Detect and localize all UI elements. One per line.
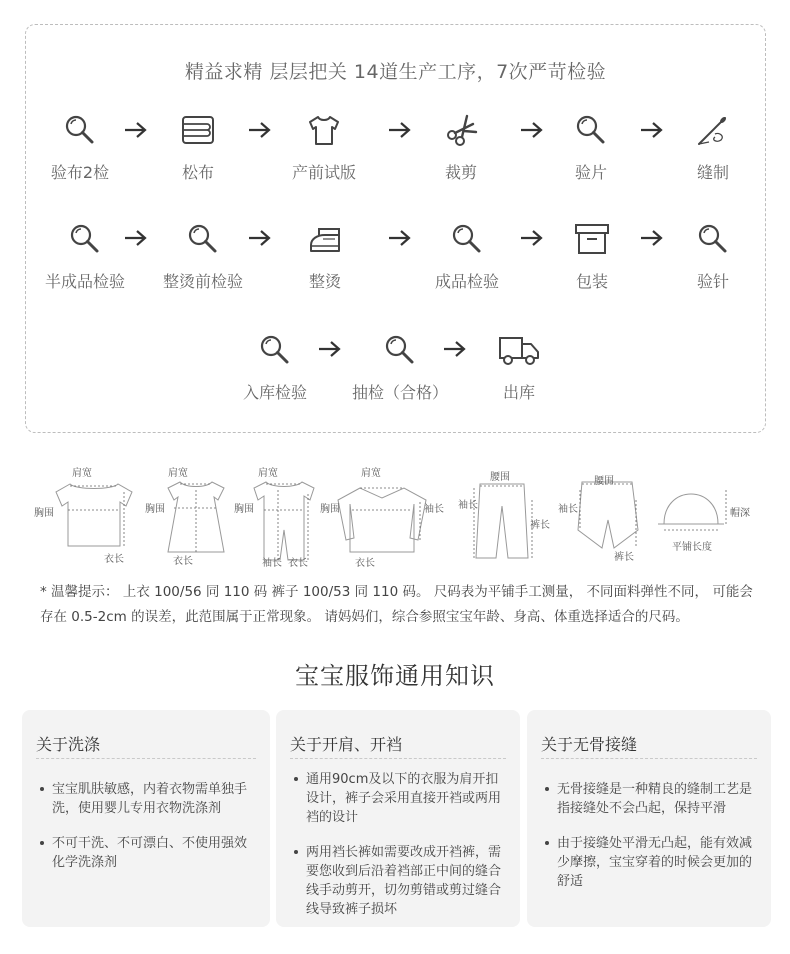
magnifier-icon bbox=[67, 221, 103, 257]
step-piece-check bbox=[536, 112, 646, 183]
step-sewing bbox=[658, 112, 768, 183]
card-list bbox=[543, 780, 759, 907]
tshirt-icon bbox=[306, 112, 342, 148]
step-label: 成品检验 bbox=[434, 272, 499, 291]
list-item: 宝宝肌肤敏感，内着衣物需单独手洗，使用婴儿专用衣物洗涤剂 bbox=[38, 780, 258, 818]
step-shipping bbox=[464, 332, 574, 403]
divider bbox=[290, 758, 506, 759]
step-label: 抽检（合格） bbox=[351, 383, 448, 402]
arrow-icon bbox=[124, 228, 148, 248]
label-chest: 胸围 bbox=[234, 504, 254, 515]
magnifier-icon bbox=[185, 221, 221, 257]
truck-icon bbox=[498, 332, 540, 368]
magnifier-icon bbox=[449, 221, 485, 257]
step-sample bbox=[269, 112, 379, 183]
card-title: 关于无骨接缝 bbox=[541, 735, 638, 754]
arrow-icon bbox=[318, 339, 342, 359]
label-chest: 胸围 bbox=[34, 508, 54, 519]
step-label: 验片 bbox=[574, 163, 607, 182]
step-ironing bbox=[270, 221, 380, 292]
step-label: 裁剪 bbox=[444, 163, 477, 182]
label-shoulder: 肩宽 bbox=[72, 468, 92, 479]
label-hat-depth: 帽深 bbox=[730, 508, 750, 519]
magnifier-icon bbox=[62, 112, 98, 148]
list-item: 无骨接缝是一种精良的缝制工艺是指接缝处不会凸起，保持平滑 bbox=[543, 780, 759, 818]
label-chest: 胸围 bbox=[145, 504, 165, 515]
label-flat-length: 平铺长度 bbox=[672, 542, 712, 553]
magnifier-icon bbox=[695, 221, 731, 257]
list-item: 通用90cm及以下的衣服为肩开扣设计，裤子会采用直接开裆或两用裆的设计 bbox=[292, 770, 508, 827]
needle-icon bbox=[695, 112, 731, 148]
step-packaging bbox=[537, 221, 647, 292]
step-cutting bbox=[406, 112, 516, 183]
card-list bbox=[292, 770, 508, 935]
step-label: 整烫前检验 bbox=[162, 272, 243, 291]
label-shoulder: 肩宽 bbox=[168, 468, 188, 479]
label-length: 衣长 bbox=[288, 558, 308, 569]
label-waist: 腰围 bbox=[490, 472, 510, 483]
step-label: 包装 bbox=[575, 272, 608, 291]
step-label: 入库检验 bbox=[242, 383, 307, 402]
label-pants-length: 裤长 bbox=[530, 520, 550, 531]
arrow-icon bbox=[388, 228, 412, 248]
fabric-roll-icon bbox=[180, 112, 216, 148]
scissors-icon bbox=[443, 112, 479, 148]
step-pre-ironing-check bbox=[148, 221, 258, 292]
label-length: 衣长 bbox=[104, 554, 124, 565]
step-spot-check bbox=[345, 332, 455, 403]
card-seamless bbox=[527, 710, 771, 927]
step-label: 验布2检 bbox=[50, 163, 110, 182]
label-pants-length: 裤长 bbox=[614, 552, 634, 563]
divider bbox=[36, 758, 256, 759]
step-relax-fabric bbox=[143, 112, 253, 183]
step-fabric-check bbox=[25, 112, 135, 183]
step-needle-check bbox=[658, 221, 768, 292]
label-shoulder: 肩宽 bbox=[258, 468, 278, 479]
process-title: 精益求精 层层把关 14道生产工序，7次严苛检验 bbox=[184, 61, 607, 83]
magnifier-icon bbox=[573, 112, 609, 148]
label-sleeve: 袖长 bbox=[424, 504, 444, 515]
size-diagrams bbox=[28, 460, 768, 572]
card-title: 关于开肩、开裆 bbox=[290, 735, 403, 754]
label-chest: 胸围 bbox=[320, 504, 340, 515]
label-length: 衣长 bbox=[355, 558, 375, 569]
step-label: 整烫 bbox=[308, 272, 341, 291]
iron-icon bbox=[307, 221, 343, 257]
magnifier-icon bbox=[257, 332, 293, 368]
label-waist: 腰围 bbox=[594, 476, 614, 487]
label-sleeve: 袖长 bbox=[458, 500, 478, 511]
list-item: 两用裆长裤如需要改成开裆裤，需要您收到后沿着裆部正中间的缝合线手动剪开，切勿剪错或剪过缝合线导致裤子损坏 bbox=[292, 843, 508, 919]
knowledge-title: 宝宝服饰通用知识 bbox=[295, 662, 495, 690]
list-item: 由于接缝处平滑无凸起，能有效减少摩擦，宝宝穿着的时候会更加的舒适 bbox=[543, 834, 759, 891]
divider bbox=[541, 758, 757, 759]
step-label: 产前试版 bbox=[291, 163, 356, 182]
card-title: 关于洗涤 bbox=[36, 735, 101, 754]
size-tip: * 温馨提示： 上衣 100/56 同 110 码 裤子 100/53 同 110 码。 尺码表为平铺手工测量， 不同面料弹性不同， 可能会存在 0.5-2cm 的误差，此范围属于正常现象。 请妈妈们，综合参照宝宝年龄、身高、体重选择适合的尺码。 bbox=[40, 584, 753, 625]
card-washing bbox=[22, 710, 270, 927]
step-finished-check bbox=[412, 221, 522, 292]
step-label: 验针 bbox=[696, 272, 729, 291]
step-label: 半成品检验 bbox=[44, 272, 125, 291]
label-length: 衣长 bbox=[173, 556, 193, 567]
step-warehouse-check bbox=[220, 332, 330, 403]
arrow-icon bbox=[248, 228, 272, 248]
label-sleeve: 袖长 bbox=[558, 504, 578, 515]
magnifier-icon bbox=[382, 332, 418, 368]
step-label: 出库 bbox=[502, 383, 535, 402]
step-label: 缝制 bbox=[696, 163, 729, 182]
label-sleeve: 袖长 bbox=[262, 558, 282, 569]
box-icon bbox=[574, 221, 610, 257]
label-shoulder: 肩宽 bbox=[361, 468, 381, 479]
step-label: 松布 bbox=[181, 163, 214, 182]
garment-outlines bbox=[28, 460, 768, 572]
card-shoulder-crotch bbox=[276, 710, 520, 927]
list-item: 不可干洗、不可漂白、不使用强效化学洗涤剂 bbox=[38, 834, 258, 872]
card-list bbox=[38, 780, 258, 888]
